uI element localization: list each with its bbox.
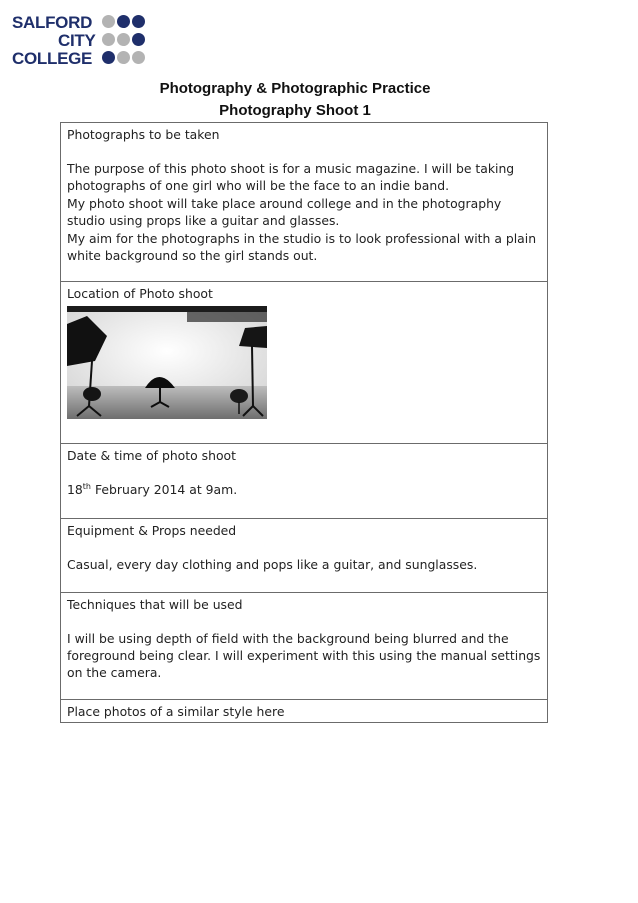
section-date bbox=[61, 444, 547, 519]
section-location bbox=[61, 282, 547, 444]
section-equipment bbox=[61, 519, 547, 593]
date-rest: February 2014 at 9am. bbox=[91, 482, 238, 497]
section-similar bbox=[61, 700, 547, 722]
document-title: Photography & Photographic Practice bbox=[159, 80, 431, 97]
date-suffix: th bbox=[82, 481, 91, 491]
section-label: Place photos of a similar style here bbox=[67, 704, 285, 719]
logo-line-city: CITY bbox=[58, 31, 96, 50]
section-label: Equipment & Props needed bbox=[67, 523, 237, 538]
college-logo bbox=[10, 12, 140, 68]
studio-photo bbox=[67, 306, 267, 419]
section-body bbox=[67, 481, 541, 498]
shoot-plan-table bbox=[60, 122, 548, 723]
section-label: Photographs to be taken bbox=[67, 127, 220, 142]
document-subtitle: Photography Shoot 1 bbox=[219, 102, 371, 119]
section-label: Techniques that will be used bbox=[67, 597, 243, 612]
section-body: I will be using depth of field with the background being blurred and the foreground being clear. I will experiment with this using the manual settings on the camera. bbox=[67, 631, 541, 680]
document-header bbox=[42, 78, 548, 122]
paragraph: The purpose of this photo shoot is for a music magazine. I will be taking photographs of one girl who will be the face to an indie band. bbox=[67, 161, 515, 193]
section-photographs bbox=[61, 123, 547, 282]
paragraph: My aim for the photographs in the studio is to look professional with a plain white background so the girl stands out. bbox=[67, 231, 537, 263]
date-day: 18 bbox=[67, 482, 83, 497]
studio-photo-image bbox=[67, 306, 267, 419]
section-label: Location of Photo shoot bbox=[67, 286, 213, 301]
section-techniques bbox=[61, 593, 547, 700]
logo-line-college: COLLEGE bbox=[12, 49, 93, 68]
section-body: Casual, every day clothing and pops like a guitar, and sunglasses. bbox=[67, 557, 478, 572]
logo-dots-icon bbox=[102, 12, 148, 68]
section-body bbox=[67, 160, 541, 264]
logo-line-salford: SALFORD bbox=[12, 13, 93, 32]
paragraph: My photo shoot will take place around college and in the photography studio using props like a guitar and glasses. bbox=[67, 196, 502, 228]
section-label: Date & time of photo shoot bbox=[67, 448, 236, 463]
